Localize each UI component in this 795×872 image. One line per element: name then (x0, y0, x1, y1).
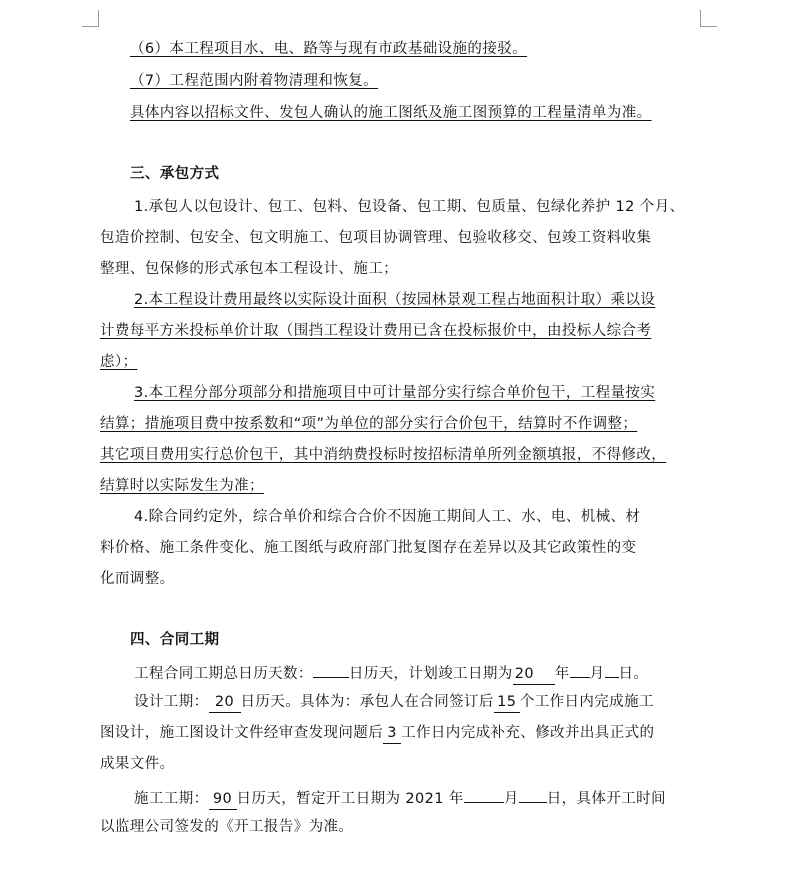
s3-p3-line3: 其它项目费用实行总价包干，其中消纳费投标时按招标清单所列金额填报，不得修改， (100, 447, 667, 463)
scope-item-6: （6）本工程项目水、电、路等与现有市政基础设施的接驳。 (130, 41, 528, 57)
s3-p3-line4: 结算时以实际发生为准； (100, 478, 264, 494)
revision-days-field[interactable]: 3 (383, 723, 401, 744)
total-duration-line (134, 661, 648, 685)
page-corner-mark-right (700, 10, 717, 27)
s3-p4-line1: 4.除合同约定外，综合单价和综合合价不因施工期间人工、水、电、机械、材 (134, 509, 641, 525)
scope-note: 具体内容以招标文件、发包人确认的施工图纸及施工图预算的工程量清单为准。 (130, 105, 652, 121)
s3-p4-line2: 料价格、施工条件变化、施工图纸与政府部门批复图存在差异以及其它政策性的变 (100, 540, 637, 556)
design-workdays-field[interactable]: 15 (494, 692, 520, 713)
month-label: 月 (589, 666, 605, 682)
page-corner-mark-left (82, 10, 99, 27)
design-duration-label: 设计工期： (134, 694, 209, 710)
day-label: 日。 (618, 666, 649, 682)
s3-p3-line2: 结算；措施项目费中按系数和“项”为单位的部分实行合价包干，结算时不作调整； (100, 416, 638, 432)
completion-month-blank[interactable] (570, 661, 590, 678)
s3-p1-line2: 包造价控制、包安全、包文明施工、包项目协调管理、包验收移交、包竣工资料收集 (100, 230, 652, 246)
design-duration-text-2: 个工作日内完成施工 (519, 694, 654, 710)
s3-p1-line3: 整理、包保修的形式承包本工程设计、施工； (100, 261, 398, 277)
section-3-heading: 三、承包方式 (130, 166, 220, 182)
total-days-blank[interactable] (313, 661, 349, 678)
construction-start-text: 日历天，暂定开工日期为 2021 年 (236, 791, 464, 807)
s3-p1-line1: 1.承包人以包设计、包工、包料、包设备、包工期、包质量、包绿化养护 12 个月、 (134, 199, 685, 215)
start-day-blank[interactable] (519, 786, 547, 803)
s3-p4-line3: 化而调整。 (100, 571, 175, 587)
design-duration-line3: 成果文件。 (100, 756, 175, 772)
design-duration-line1 (134, 692, 654, 713)
completion-day-blank[interactable] (605, 661, 619, 678)
design-review-text-2: 工作日内完成补充、修改并出具正式的 (401, 725, 655, 741)
section-4-heading: 四、合同工期 (130, 632, 220, 648)
s3-p2-line1: 2.本工程设计费用最终以实际设计面积（按园林景观工程占地面积计取）乘以设 (134, 292, 656, 308)
total-duration-label: 工程合同工期总日历天数： (134, 666, 313, 682)
construction-duration-line2: 以监理公司签发的《开工报告》为准。 (100, 819, 354, 835)
design-review-text: 图设计，施工图设计文件经审查发现问题后 (100, 725, 384, 741)
design-days-field[interactable]: 20 (209, 692, 241, 713)
construction-days-field[interactable]: 90 (209, 789, 237, 810)
start-month-label: 月 (503, 791, 519, 807)
construction-duration-line1 (134, 786, 666, 810)
scope-item-7: （7）工程范围内附着物清理和恢复。 (130, 73, 379, 89)
s3-p2-line3: 虑）； (100, 354, 138, 370)
total-duration-text: 日历天，计划竣工日期为 (348, 666, 513, 682)
s3-p3-line1: 3.本工程分部分项部分和措施项目中可计量部分实行综合单价包干，工程量按实 (134, 385, 656, 401)
construction-duration-label: 施工工期： (134, 791, 209, 807)
construction-start-text-2: 日，具体开工时间 (546, 791, 666, 807)
s3-p2-line2: 计费每平方米投标单价计取（围挡工程设计费用已含在投标报价中，由投标人综合考 (100, 323, 652, 339)
design-duration-text: 日历天。具体为：承包人在合同签订后 (240, 694, 494, 710)
year-label: 年 (554, 666, 570, 682)
completion-year-field[interactable]: 20 (513, 664, 555, 685)
design-duration-line2 (100, 723, 654, 744)
start-month-blank[interactable] (464, 786, 504, 803)
